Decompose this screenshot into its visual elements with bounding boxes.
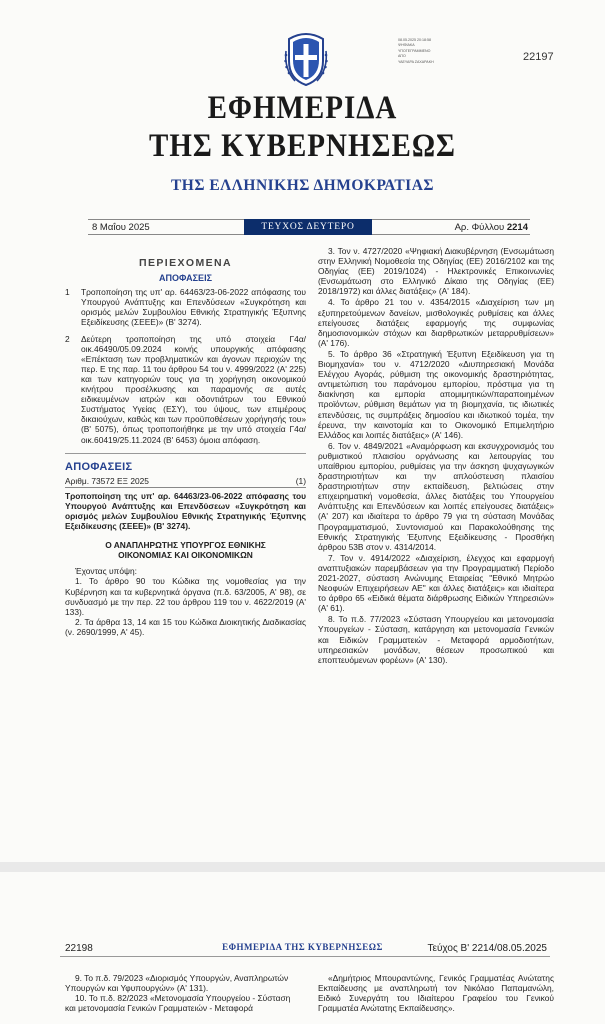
- right-column: [318, 246, 554, 666]
- left-column: [65, 258, 306, 637]
- issuing-authority-line: ΟΙΚΟΝΟΜΙΑΣ ΚΑΙ ΟΙΚΟΝΟΜΙΚΩΝ: [118, 550, 253, 561]
- contents-item[interactable]: [65, 334, 306, 445]
- decision-number-row: [65, 476, 306, 488]
- page-number: 22197: [523, 51, 554, 63]
- contents-item-text: Τροποποίηση της υπ' αρ. 64463/23-06-2022 απόφασης του Υπουργού Ανάπτυξης και Επενδύσεων «Συγκρότηση και ορισμός μελών Συμβουλίου Εθνικής Στρατηγικής Έξυπνης Εξειδίκευσης (ΣΕΕΕ)» (Β' 3274).: [81, 287, 306, 328]
- digital-signature-stamp: [398, 38, 468, 65]
- divider: [65, 453, 306, 454]
- legal-basis-paragraph: 3. Τον ν. 4727/2020 «Ψηφιακή Διακυβέρνηση (Ενσωμάτωση στην Ελληνική Νομοθεσία της Οδηγίας (ΕΕ) 2016/2102 και της Οδηγίας (ΕΕ) 2019/1024) - Ηλεκτρονικές Επικοινωνίες (Ενσωμάτωση στο Ελληνικό Δίκαιο της Οδηγίας (ΕΕ) 2018/1972) και άλλες διατάξεις» (Α' 184).: [318, 246, 554, 297]
- page-number: 22198: [65, 943, 93, 954]
- decision-title: Τροποποίηση της υπ' αρ. 64463/23-06-2022 απόφασης του Υπουργού Ανάπτυξης και Επενδύσεων «Συγκρότηση και ορισμός μελών Συμβουλίου Εθνικής Στρατηγικής Έξυπνης Εξειδίκευσης (ΣΕΕΕ)» (Β' 3274).: [65, 490, 306, 532]
- signature-line: ΥΑΕΥΑΡΑ ΖΑΧΑΡΑΚΗ: [398, 59, 434, 64]
- sheet-number: [455, 222, 528, 233]
- legal-basis-paragraph: 5. Το άρθρο 36 «Στρατηγική Έξυπνη Εξειδίκευση για τη Βιομηχανία» του ν. 4712/2020 «Διυπηρεσιακή Μονάδα Ελέγχου Αγοράς, ρύθμιση της οικονομικής δραστηριότητας, αντιμετώπιση του παράνομου εμπορίου, πρόστιμα για τη διακίνηση και εμπορία απομιμητικών/παραποιημένων προϊόντων, ρύθμιση θεμάτων για τη βιομηχανία, τις ιδιωτικές επενδύσεις, τις συμπράξεις δημοσίου και ιδιωτικού τομέα, την έρευνα, την καινοτομία και το Οικονομικό Επιμελητήριο Ελλάδος και λοιπές διατάξεις» (Α' 146).: [318, 348, 554, 440]
- legal-basis-paragraph: 8. Το π.δ. 77/2023 «Σύσταση Υπουργείου και μετονομασία Υπουργείων - Σύσταση, κατάργηση και μετονομασία Γενικών και Ειδικών Γραμματειών - Μεταφορά αρμοδιοτήτων, υπηρεσιακών μονάδων, θέσεων προσωπικού και εποπτευόμενων φορέων» (Α' 130).: [318, 614, 554, 665]
- issue-date: 8 Μαΐου 2025: [92, 222, 150, 233]
- contents-item-number: 2: [65, 333, 70, 344]
- decision-number: Αριθμ. 73572 ΕΞ 2025: [65, 475, 149, 486]
- signature-line: ΥΠΟΓΕΓΡΑΜΜΕΝΟ: [398, 48, 431, 53]
- member-entry: «Δημήτριος Μπουραντώνης, Γενικός Γραμματέας Ανώτατης Εκπαίδευσης με αναπληρωτή τον Νικόλαο Παπαμανώλη, Ειδικό Συνεργάτη του Ιδιαίτερου Γραφείου του Γενικού Γραμματέα Ανώτατης Εκπαίδευσης».: [318, 973, 554, 1014]
- legal-basis-paragraph: 4. Το άρθρο 21 του ν. 4354/2015 «Διαχείριση των μη εξυπηρετούμενων δανείων, μισθολογικές ρυθμίσεις και άλλες επείγουσες διατάξεις εφαρμογής της συμφωνίας δημοσιονομικών στόχων και διαρθρωτικών μεταρρυθμίσεων» (Α' 176).: [318, 297, 554, 348]
- legal-basis-paragraph: 9. Το π.δ. 79/2023 «Διορισμός Υπουργών, Αναπληρωτών Υπουργών και Υφυπουργών» (Α' 131).: [65, 973, 289, 994]
- contents-item[interactable]: [65, 287, 306, 327]
- gazette-subtitle: ΤΗΣ ΕΛΛΗΝΙΚΗΣ ΔΗΜΟΚΡΑΤΙΑΣ: [170, 177, 435, 194]
- gazette-title-line-1: ΕΦΗΜΕΡΙΔΑ: [207, 90, 398, 126]
- signature-line: ΑΠΟ: [398, 54, 406, 59]
- legal-basis-paragraph: 1. Το άρθρο 90 του Κώδικα της νομοθεσίας για την Κυβέρνηση και τα κυβερνητικά όργανα (π.δ. 63/2005, Α' 98), σε συνδυασμό με την περ. 22 του άρθρου 119 του ν. 4622/2019 (Α' 133).: [65, 576, 306, 617]
- legal-basis-paragraph: 6. Τον ν. 4849/2021 «Αναμόρφωση και εκσυγχρονισμός του ρυθμιστικού πλαισίου οργάνωσης και λειτουργίας του υπαίθριου εμπορίου, ρυθμίσεις για την άσκηση ψυχαγωγικών δραστηριοτήτων και την απλούστευση πλαισίου δραστηριοτήτων στην εκπαίδευση, βελτιώσεις στην επιχειρηματική νομοθεσία, άλλες διατάξεις του Υπουργείου Ανάπτυξης και Επενδύσεων και λοιπές επείγουσες διατάξεις» (Α' 207) και ιδιαίτερα το άρθρο 79 για τη σύσταση Μονάδας Προγραμματισμού, Συντονισμού και Παρακολούθησης της Εθνικής Στρατηγικής Έξυπνης Εξειδίκευσης - Προσθήκη άρθρου 53Β στον ν. 4314/2014.: [318, 440, 554, 552]
- contents-item-number: 1: [65, 287, 70, 298]
- issue-reference: Τεύχος Β' 2214/08.05.2025: [427, 943, 547, 954]
- issue-series: ΤΕΥΧΟΣ ΔΕΥΤΕΡΟ: [244, 219, 372, 235]
- legal-basis-paragraph: 10. Το π.δ. 82/2023 «Μετονομασία Υπουργείου - Σύσταση και μετονομασία Γενικών Γραμματειών - Μεταφορά: [65, 993, 291, 1014]
- issuing-authority: [65, 540, 306, 560]
- contents-heading: ΠΕΡΙΕΧΟΜΕΝΑ: [139, 257, 232, 269]
- gazette-page-2: [0, 872, 605, 1024]
- issue-info-bar: [88, 219, 530, 235]
- legal-basis-paragraph: 7. Τον ν. 4914/2022 «Διαχείριση, έλεγχος και εφαρμογή αναπτυξιακών παρεμβάσεων για την Προγραμματική Περίοδο 2021-2027, σύσταση Ανώνυμης Εταιρείας "Εθνικό Μητρώο Νεοφυών Επιχειρήσεων ΑΕ" και άλλες διατάξεις» και ιδιαίτερα το άρθρο 65 «Ειδικά θέματα διάρθρωσης Ειδικών Υπηρεσιών» (Α' 61).: [318, 552, 554, 614]
- decision-index: (1): [295, 475, 306, 486]
- greek-coat-of-arms-icon: [283, 25, 329, 87]
- gazette-title-line-2: ΤΗΣ ΚΥΒΕΡΝΗΣΕΩΣ: [149, 128, 456, 164]
- signature-line: 08.05.2025 20:18:58: [398, 38, 431, 42]
- considering-label: Έχοντας υπόψη:: [75, 566, 137, 577]
- decisions-heading: ΑΠΟΦΑΣΕΙΣ: [65, 460, 133, 473]
- running-header-title: ΕΦΗΜΕΡΙΔΑ ΤΗΣ ΚΥΒΕΡΝΗΣΕΩΣ: [222, 942, 383, 952]
- contents-item-text: Δεύτερη τροποποίηση της υπό στοιχεία Γ4α/οικ.46490/05.09.2024 κοινής υπουργικής απόφασης «Επέκταση των προβληματικών και άγονων περιοχών της περ. Ε της παρ. 11 του άρθρου 54 του ν. 4999/2022 (Α' 225) και των κατηγοριών τους για τη χορήγηση οικονομικού κινήτρου προσέλκυσης και παραμονής σε αυτές ειδικευμένων ιατρών και οδοντιάτρων του Εθνικού Συστήματος Υγείας (ΕΣΥ), του ύψους, των επιμέρους δικαιούχων, καθώς και των προϋποθέσεων χορήγησής του» (Β' 5075), όπως τροποποιήθηκε με την υπό στοιχεία Γ4α/οικ.60419/25.11.2024 (Β' 6453) όμοια απόφαση.: [81, 333, 306, 445]
- right-column: [318, 973, 554, 1013]
- contents-section-heading: ΑΠΟΦΑΣΕΙΣ: [159, 273, 212, 284]
- left-column: [65, 973, 301, 1013]
- sheet-label: Αρ. Φύλλου: [454, 222, 505, 233]
- sheet-value: 2214: [506, 222, 528, 233]
- issuing-authority-line: Ο ΑΝΑΠΛΗΡΩΤΗΣ ΥΠΟΥΡΓΟΣ ΕΘΝΙΚΗΣ: [105, 540, 266, 551]
- legal-basis-paragraph: 2. Τα άρθρα 13, 14 και 15 του Κώδικα Διοικητικής Διαδικασίας (ν. 2690/1999, Α' 45).: [65, 616, 306, 637]
- divider: [60, 956, 550, 957]
- signature-line: ΨΗΦΙΑΚΑ: [398, 43, 415, 48]
